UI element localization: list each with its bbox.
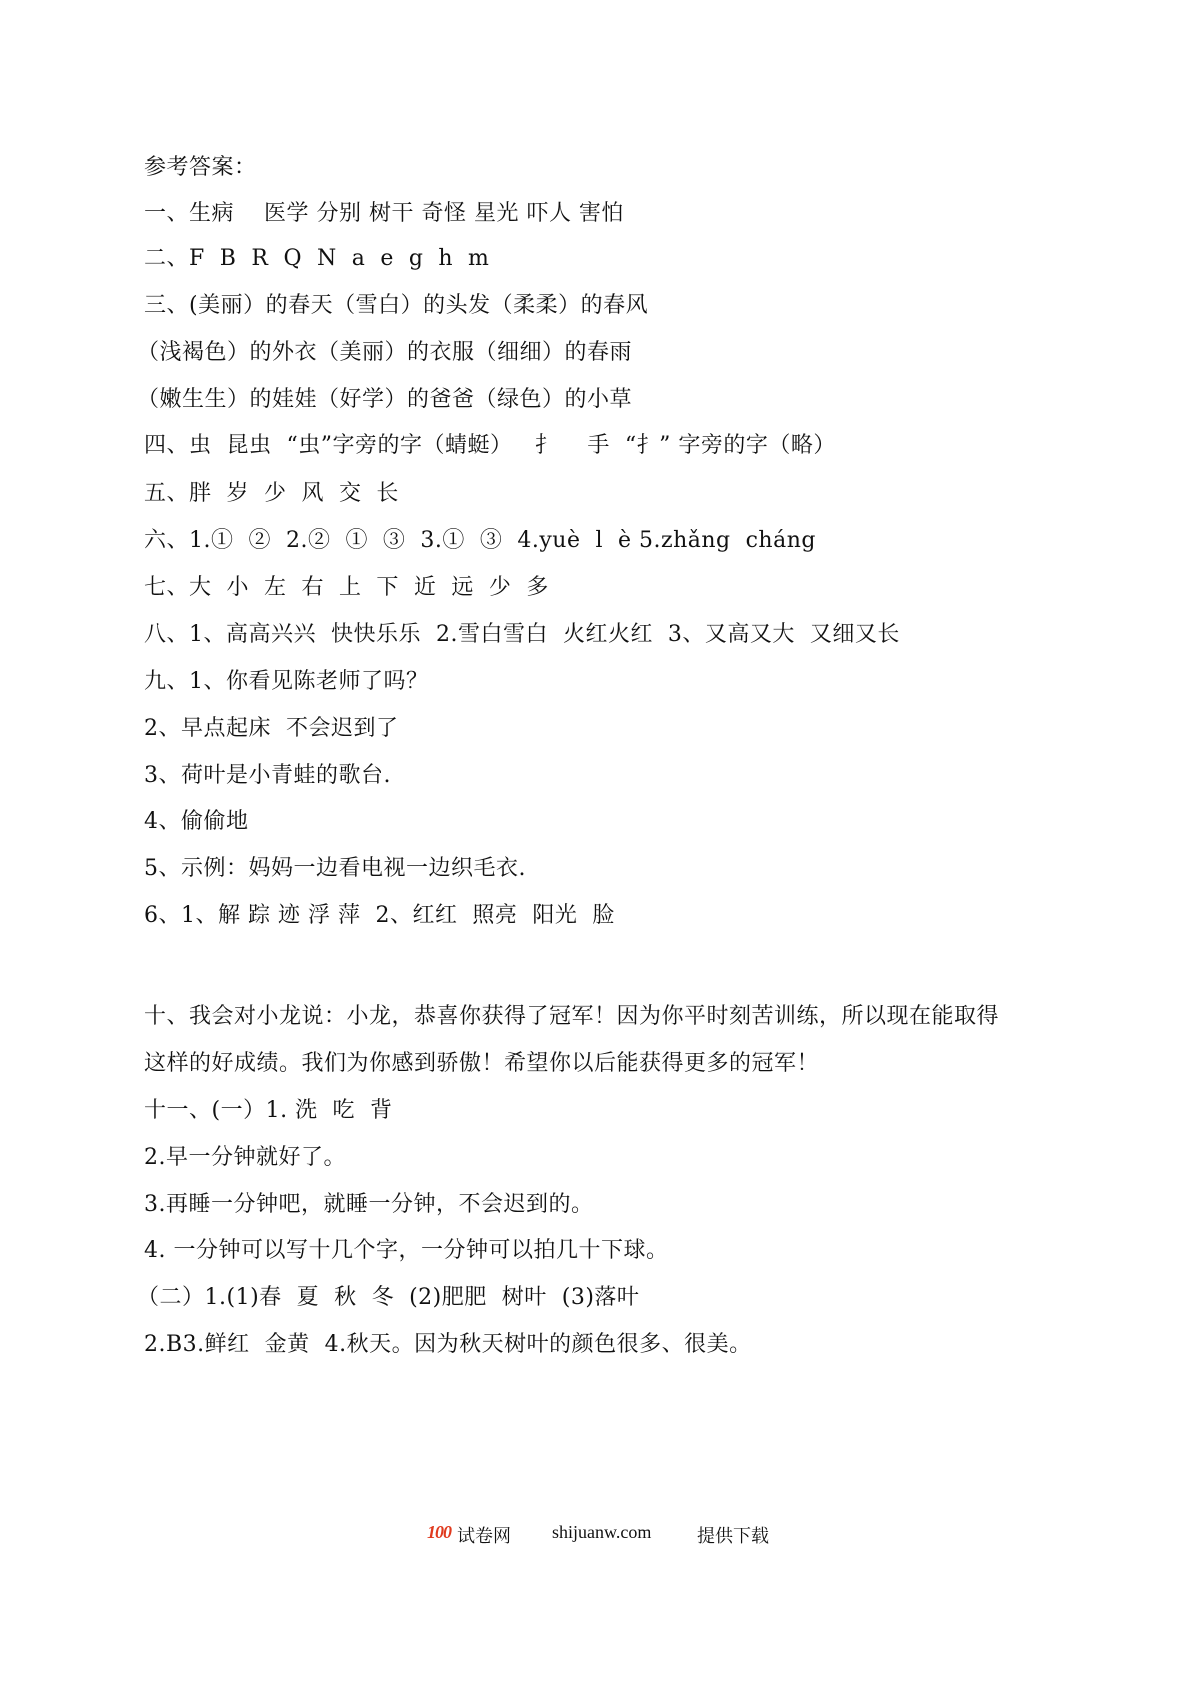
answer-line-8: 八、1、高高兴兴 快快乐乐 2.雪白雪白 火红火红 3、又高又大 又细又长 — [144, 622, 900, 647]
answer-line-11-4: 4. 一分钟可以写十几个字，一分钟可以拍几十下球。 — [144, 1238, 669, 1263]
answer-line-9-3: 3、荷叶是小青蛙的歌台. — [144, 763, 391, 788]
answer-line-9-6: 6、1、解 踪 迹 浮 萍 2、红红 照亮 阳光 脸 — [144, 903, 615, 928]
answer-line-11-2: 2.早一分钟就好了。 — [144, 1145, 346, 1170]
answer-line-10: 十、我会对小龙说：小龙，恭喜你获得了冠军！因为你平时刻苦训练，所以现在能取得 — [144, 1004, 1000, 1029]
answer-line-11-3: 3.再睡一分钟吧，就睡一分钟，不会迟到的。 — [144, 1192, 594, 1217]
answer-line-11: 十一、(一）1. 洗 吃 背 — [144, 1098, 393, 1123]
answer-line-3b: （浅褐色）的外衣（美丽）的衣服（细细）的春雨 — [137, 340, 633, 365]
answer-line-1: 一、生病 医学 分别 树干 奇怪 星光 吓人 害怕 — [144, 201, 624, 226]
answer-line-4: 四、虫 昆虫 “虫”字旁的字（蜻蜓） 扌 手 “扌” 字旁的字（略） — [144, 433, 836, 458]
site-url[interactable]: shijuanw.com — [552, 1522, 652, 1542]
site-logo: 100 — [427, 1522, 451, 1542]
answer-line-10b: 这样的好成绩。我们为你感到骄傲！希望你以后能获得更多的冠军！ — [144, 1051, 820, 1076]
answer-line-5: 五、胖 岁 少 风 交 长 — [144, 481, 399, 506]
answer-line-11-part2: （二）1.(1)春 夏 秋 冬 (2)肥肥 树叶 (3)落叶 — [137, 1285, 640, 1310]
answer-line-9-2: 2、早点起床 不会迟到了 — [144, 716, 399, 741]
download-note: 提供下载 — [697, 1526, 769, 1546]
answers-heading: 参考答案： — [144, 155, 257, 180]
page-footer — [0, 1522, 1191, 1552]
answer-line-11-part2-2: 2.B3.鲜红 金黄 4.秋天。因为秋天树叶的颜色很多、很美。 — [144, 1332, 752, 1357]
answer-line-3c: （嫩生生）的娃娃（好学）的爸爸（绿色）的小草 — [137, 387, 633, 412]
answer-line-9-4: 4、偷偷地 — [144, 809, 249, 834]
answer-line-7: 七、大 小 左 右 上 下 近 远 少 多 — [144, 575, 549, 600]
answer-line-3: 三、(美丽）的春天（雪白）的头发（柔柔）的春风 — [144, 293, 649, 318]
answer-line-6: 六、1.① ② 2.② ① ③ 3.① ③ 4.yuè l è 5.zhǎng cháng — [144, 528, 816, 553]
answer-line-2: 二、F B R Q N a e g h m — [144, 246, 490, 271]
answer-line-9-5: 5、示例：妈妈一边看电视一边织毛衣. — [144, 856, 526, 881]
site-brand: 试卷网 — [457, 1526, 511, 1546]
answer-line-9: 九、1、你看见陈老师了吗？ — [144, 669, 429, 694]
